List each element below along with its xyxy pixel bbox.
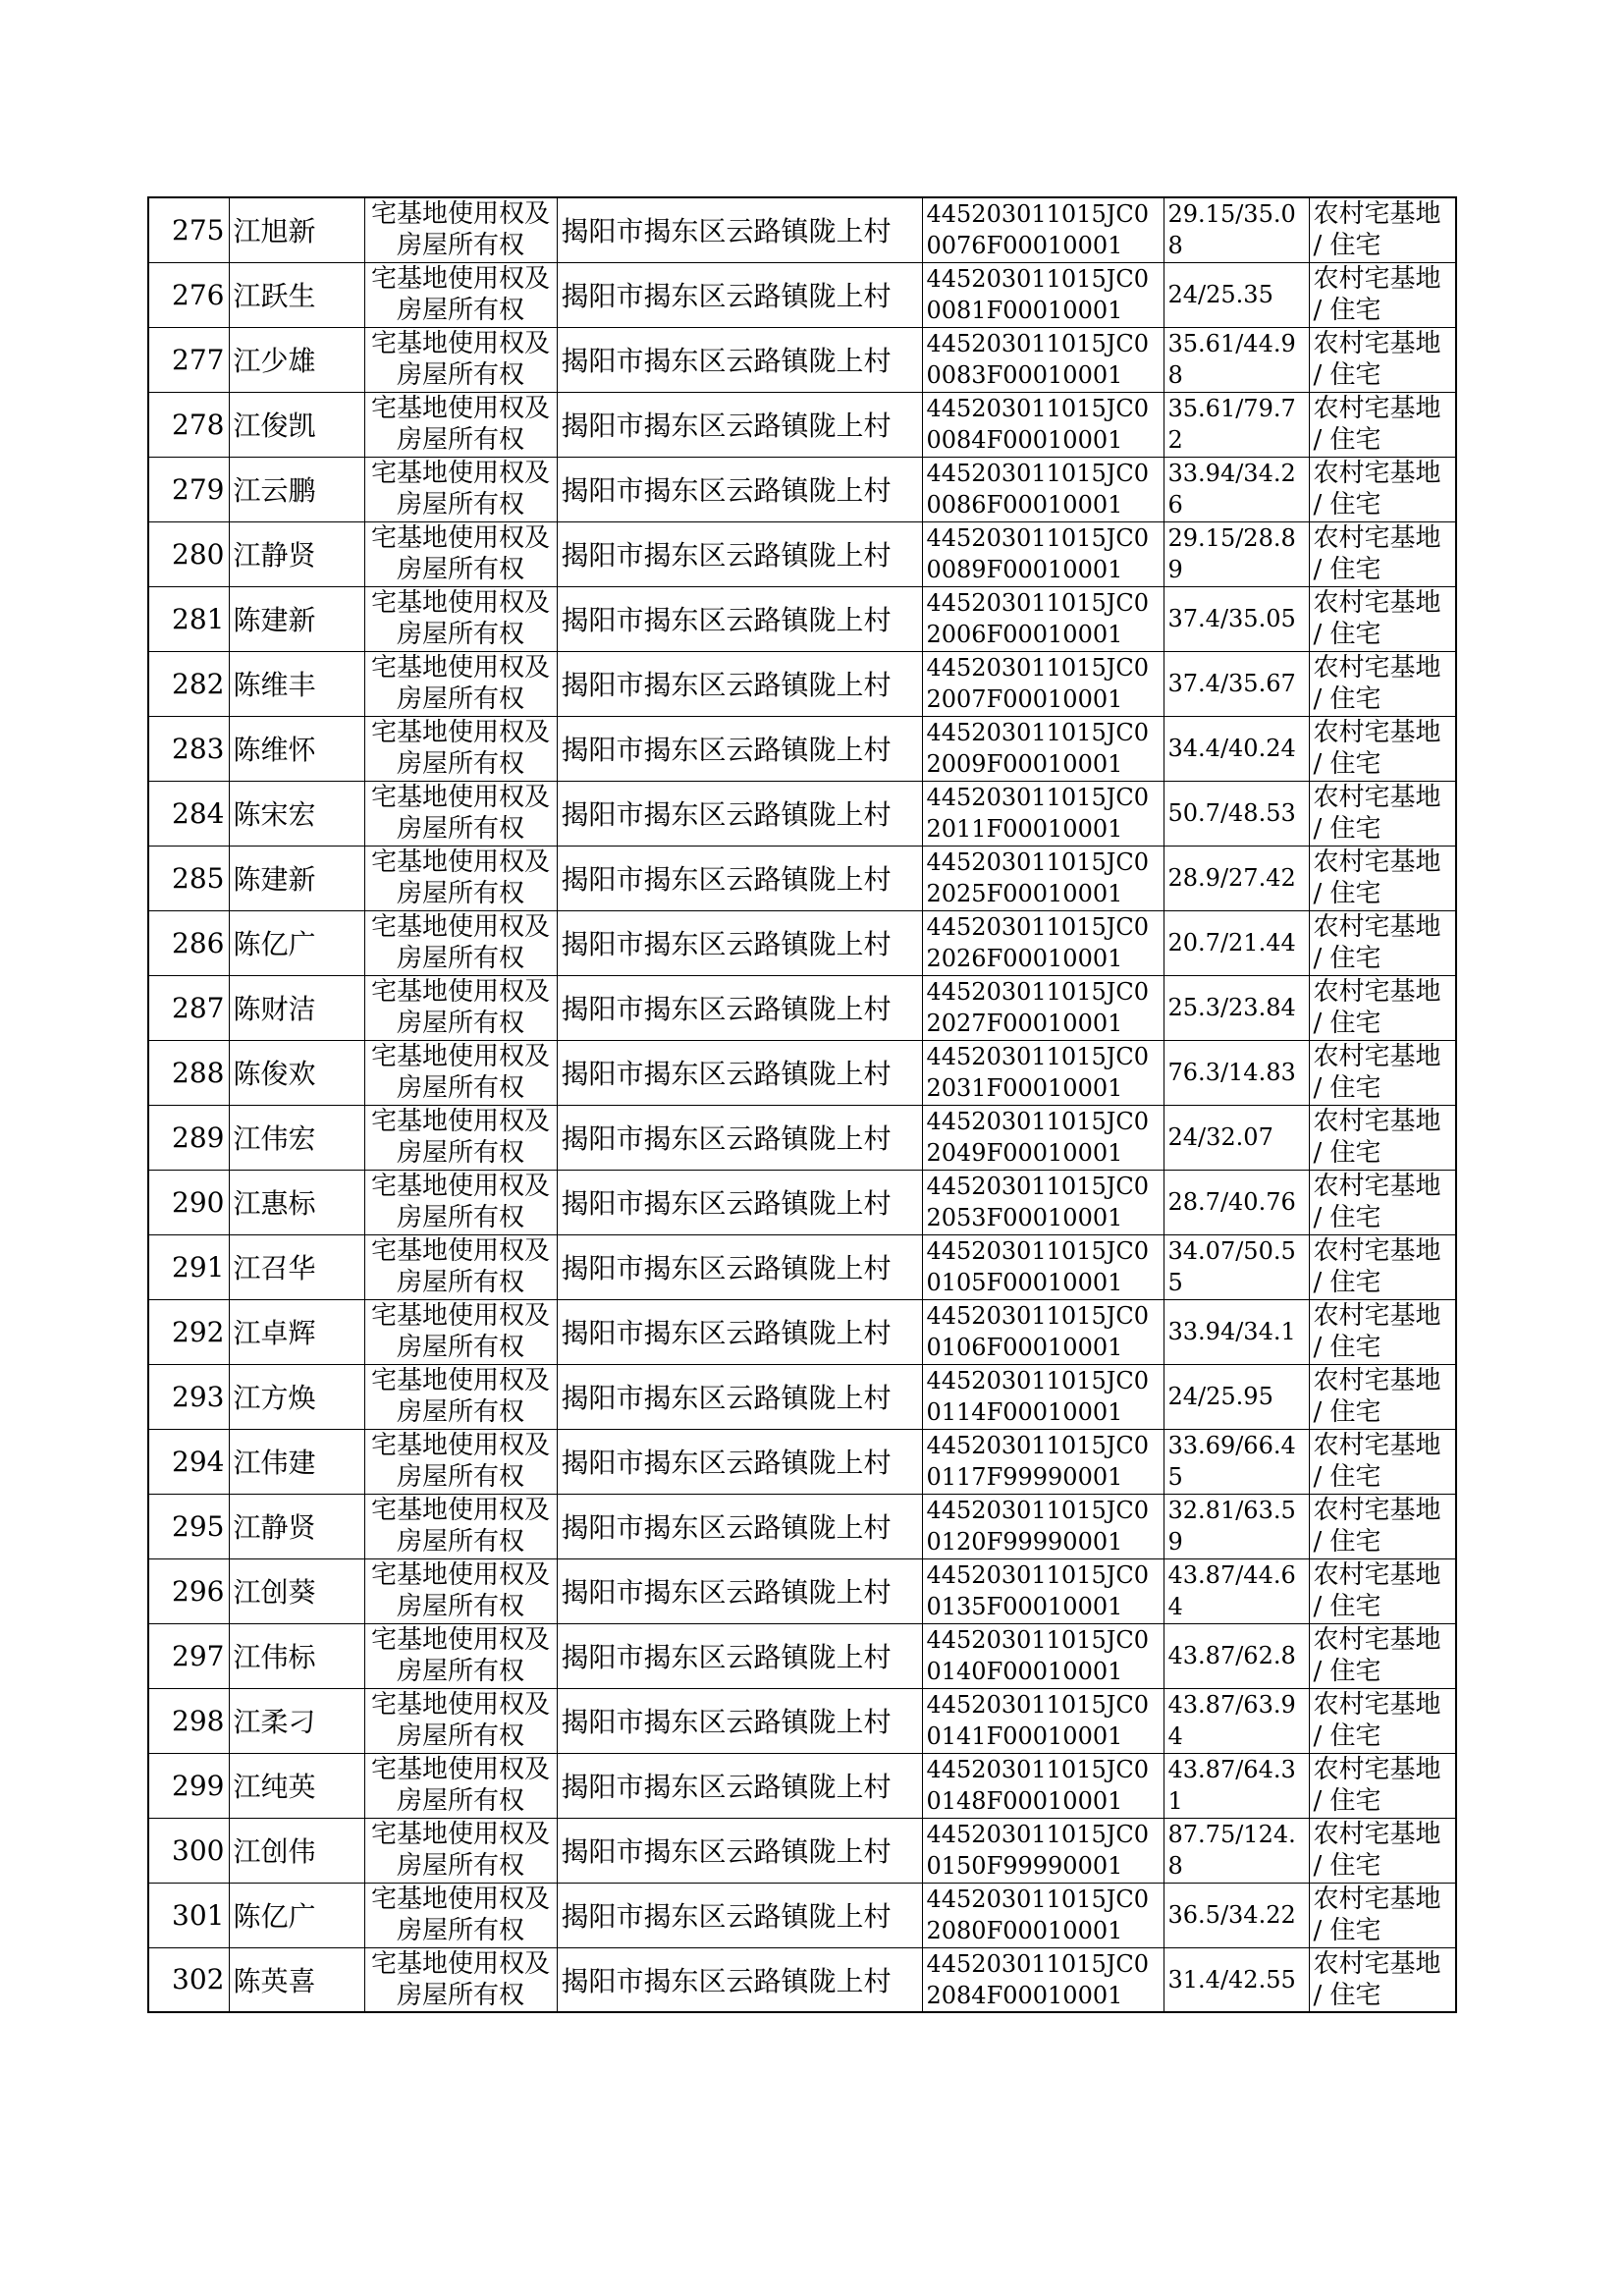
table-row [148, 1558, 1456, 1623]
table-row [148, 781, 1456, 846]
land-use-cell: 农村宅基地 / 住宅 [1309, 1299, 1456, 1364]
table-row [148, 975, 1456, 1040]
land-use-cell: 农村宅基地 / 住宅 [1309, 1429, 1456, 1494]
owner-name-cell: 陈英喜 [229, 1947, 364, 2012]
land-use-cell: 农村宅基地 / 住宅 [1309, 651, 1456, 716]
right-type-cell: 宅基地使用权及房屋所有权 [364, 1947, 557, 2012]
land-use-cell: 农村宅基地 / 住宅 [1309, 781, 1456, 846]
table-row [148, 651, 1456, 716]
owner-name-cell: 陈维怀 [229, 716, 364, 781]
right-type-cell: 宅基地使用权及房屋所有权 [364, 1494, 557, 1558]
land-use-cell: 农村宅基地 / 住宅 [1309, 1753, 1456, 1818]
property-address-cell: 揭阳市揭东区云路镇陇上村 [557, 1558, 922, 1623]
property-address-cell: 揭阳市揭东区云路镇陇上村 [557, 457, 922, 521]
table-row [148, 1688, 1456, 1753]
right-type-cell: 宅基地使用权及房屋所有权 [364, 1883, 557, 1947]
owner-name-cell: 江创伟 [229, 1818, 364, 1883]
unit-code-cell: 445203011015JC00117F99990001 [922, 1429, 1164, 1494]
area-value-cell: 28.9/27.42 [1164, 846, 1309, 910]
unit-code-cell: 445203011015JC02053F00010001 [922, 1170, 1164, 1234]
land-use-cell: 农村宅基地 / 住宅 [1309, 327, 1456, 392]
row-number-cell: 290 [148, 1170, 229, 1234]
unit-code-cell: 445203011015JC00140F00010001 [922, 1623, 1164, 1688]
table-row [148, 1494, 1456, 1558]
registration-table [147, 196, 1457, 2013]
area-value-cell: 34.4/40.24 [1164, 716, 1309, 781]
table-row [148, 1364, 1456, 1429]
unit-code-cell: 445203011015JC02006F00010001 [922, 586, 1164, 651]
table-row [148, 910, 1456, 975]
right-type-cell: 宅基地使用权及房屋所有权 [364, 1234, 557, 1299]
row-number-cell: 294 [148, 1429, 229, 1494]
land-use-cell: 农村宅基地 / 住宅 [1309, 1040, 1456, 1105]
land-use-cell: 农村宅基地 / 住宅 [1309, 1818, 1456, 1883]
area-value-cell: 87.75/124.8 [1164, 1818, 1309, 1883]
property-address-cell: 揭阳市揭东区云路镇陇上村 [557, 586, 922, 651]
property-address-cell: 揭阳市揭东区云路镇陇上村 [557, 1818, 922, 1883]
table-row [148, 1234, 1456, 1299]
table-row [148, 521, 1456, 586]
area-value-cell: 43.87/64.31 [1164, 1753, 1309, 1818]
property-address-cell: 揭阳市揭东区云路镇陇上村 [557, 910, 922, 975]
row-number-cell: 299 [148, 1753, 229, 1818]
right-type-cell: 宅基地使用权及房屋所有权 [364, 716, 557, 781]
area-value-cell: 43.87/44.64 [1164, 1558, 1309, 1623]
property-address-cell: 揭阳市揭东区云路镇陇上村 [557, 327, 922, 392]
area-value-cell: 24/25.35 [1164, 262, 1309, 327]
right-type-cell: 宅基地使用权及房屋所有权 [364, 1105, 557, 1170]
area-value-cell: 33.94/34.1 [1164, 1299, 1309, 1364]
property-address-cell: 揭阳市揭东区云路镇陇上村 [557, 651, 922, 716]
owner-name-cell: 江静贤 [229, 1494, 364, 1558]
unit-code-cell: 445203011015JC02049F00010001 [922, 1105, 1164, 1170]
unit-code-cell: 445203011015JC02026F00010001 [922, 910, 1164, 975]
row-number-cell: 295 [148, 1494, 229, 1558]
area-value-cell: 24/32.07 [1164, 1105, 1309, 1170]
area-value-cell: 43.87/63.94 [1164, 1688, 1309, 1753]
right-type-cell: 宅基地使用权及房屋所有权 [364, 1623, 557, 1688]
right-type-cell: 宅基地使用权及房屋所有权 [364, 975, 557, 1040]
property-address-cell: 揭阳市揭东区云路镇陇上村 [557, 197, 922, 262]
table-row [148, 262, 1456, 327]
row-number-cell: 300 [148, 1818, 229, 1883]
right-type-cell: 宅基地使用权及房屋所有权 [364, 1753, 557, 1818]
area-value-cell: 25.3/23.84 [1164, 975, 1309, 1040]
owner-name-cell: 江静贤 [229, 521, 364, 586]
right-type-cell: 宅基地使用权及房屋所有权 [364, 586, 557, 651]
unit-code-cell: 445203011015JC00148F00010001 [922, 1753, 1164, 1818]
property-address-cell: 揭阳市揭东区云路镇陇上村 [557, 1947, 922, 2012]
table-row [148, 586, 1456, 651]
owner-name-cell: 江卓辉 [229, 1299, 364, 1364]
owner-name-cell: 江旭新 [229, 197, 364, 262]
row-number-cell: 278 [148, 392, 229, 457]
right-type-cell: 宅基地使用权及房屋所有权 [364, 910, 557, 975]
owner-name-cell: 陈建新 [229, 586, 364, 651]
property-address-cell: 揭阳市揭东区云路镇陇上村 [557, 1494, 922, 1558]
table-row [148, 1623, 1456, 1688]
property-address-cell: 揭阳市揭东区云路镇陇上村 [557, 1883, 922, 1947]
area-value-cell: 35.61/79.72 [1164, 392, 1309, 457]
unit-code-cell: 445203011015JC00084F00010001 [922, 392, 1164, 457]
property-address-cell: 揭阳市揭东区云路镇陇上村 [557, 1170, 922, 1234]
owner-name-cell: 江纯英 [229, 1753, 364, 1818]
unit-code-cell: 445203011015JC02007F00010001 [922, 651, 1164, 716]
land-use-cell: 农村宅基地 / 住宅 [1309, 197, 1456, 262]
land-use-cell: 农村宅基地 / 住宅 [1309, 1364, 1456, 1429]
property-address-cell: 揭阳市揭东区云路镇陇上村 [557, 1364, 922, 1429]
table-row [148, 1429, 1456, 1494]
table-row [148, 392, 1456, 457]
right-type-cell: 宅基地使用权及房屋所有权 [364, 1299, 557, 1364]
property-address-cell: 揭阳市揭东区云路镇陇上村 [557, 392, 922, 457]
owner-name-cell: 江俊凯 [229, 392, 364, 457]
owner-name-cell: 陈建新 [229, 846, 364, 910]
unit-code-cell: 445203011015JC00081F00010001 [922, 262, 1164, 327]
right-type-cell: 宅基地使用权及房屋所有权 [364, 1558, 557, 1623]
unit-code-cell: 445203011015JC00141F00010001 [922, 1688, 1164, 1753]
unit-code-cell: 445203011015JC00114F00010001 [922, 1364, 1164, 1429]
owner-name-cell: 江伟建 [229, 1429, 364, 1494]
owner-name-cell: 陈亿广 [229, 1883, 364, 1947]
property-address-cell: 揭阳市揭东区云路镇陇上村 [557, 1234, 922, 1299]
land-use-cell: 农村宅基地 / 住宅 [1309, 1947, 1456, 2012]
owner-name-cell: 江少雄 [229, 327, 364, 392]
land-use-cell: 农村宅基地 / 住宅 [1309, 1883, 1456, 1947]
property-address-cell: 揭阳市揭东区云路镇陇上村 [557, 975, 922, 1040]
area-value-cell: 35.61/44.98 [1164, 327, 1309, 392]
right-type-cell: 宅基地使用权及房屋所有权 [364, 327, 557, 392]
right-type-cell: 宅基地使用权及房屋所有权 [364, 846, 557, 910]
property-address-cell: 揭阳市揭东区云路镇陇上村 [557, 1040, 922, 1105]
unit-code-cell: 445203011015JC00083F00010001 [922, 327, 1164, 392]
area-value-cell: 31.4/42.55 [1164, 1947, 1309, 2012]
right-type-cell: 宅基地使用权及房屋所有权 [364, 651, 557, 716]
land-use-cell: 农村宅基地 / 住宅 [1309, 1688, 1456, 1753]
area-value-cell: 43.87/62.8 [1164, 1623, 1309, 1688]
owner-name-cell: 陈财洁 [229, 975, 364, 1040]
unit-code-cell: 445203011015JC02025F00010001 [922, 846, 1164, 910]
owner-name-cell: 陈维丰 [229, 651, 364, 716]
land-use-cell: 农村宅基地 / 住宅 [1309, 1105, 1456, 1170]
property-address-cell: 揭阳市揭东区云路镇陇上村 [557, 781, 922, 846]
right-type-cell: 宅基地使用权及房屋所有权 [364, 781, 557, 846]
row-number-cell: 291 [148, 1234, 229, 1299]
area-value-cell: 33.94/34.26 [1164, 457, 1309, 521]
owner-name-cell: 江柔刁 [229, 1688, 364, 1753]
property-address-cell: 揭阳市揭东区云路镇陇上村 [557, 716, 922, 781]
property-address-cell: 揭阳市揭东区云路镇陇上村 [557, 1688, 922, 1753]
land-use-cell: 农村宅基地 / 住宅 [1309, 1623, 1456, 1688]
row-number-cell: 276 [148, 262, 229, 327]
owner-name-cell: 江跃生 [229, 262, 364, 327]
row-number-cell: 289 [148, 1105, 229, 1170]
land-use-cell: 农村宅基地 / 住宅 [1309, 1558, 1456, 1623]
unit-code-cell: 445203011015JC00089F00010001 [922, 521, 1164, 586]
owner-name-cell: 江方焕 [229, 1364, 364, 1429]
row-number-cell: 292 [148, 1299, 229, 1364]
land-use-cell: 农村宅基地 / 住宅 [1309, 262, 1456, 327]
owner-name-cell: 江创葵 [229, 1558, 364, 1623]
table-row [148, 1299, 1456, 1364]
table-row [148, 1818, 1456, 1883]
unit-code-cell: 445203011015JC00076F00010001 [922, 197, 1164, 262]
area-value-cell: 32.81/63.59 [1164, 1494, 1309, 1558]
row-number-cell: 287 [148, 975, 229, 1040]
right-type-cell: 宅基地使用权及房屋所有权 [364, 392, 557, 457]
unit-code-cell: 445203011015JC00120F99990001 [922, 1494, 1164, 1558]
right-type-cell: 宅基地使用权及房屋所有权 [364, 1688, 557, 1753]
area-value-cell: 20.7/21.44 [1164, 910, 1309, 975]
land-use-cell: 农村宅基地 / 住宅 [1309, 521, 1456, 586]
row-number-cell: 285 [148, 846, 229, 910]
unit-code-cell: 445203011015JC02084F00010001 [922, 1947, 1164, 2012]
area-value-cell: 28.7/40.76 [1164, 1170, 1309, 1234]
land-use-cell: 农村宅基地 / 住宅 [1309, 975, 1456, 1040]
area-value-cell: 36.5/34.22 [1164, 1883, 1309, 1947]
area-value-cell: 37.4/35.05 [1164, 586, 1309, 651]
property-address-cell: 揭阳市揭东区云路镇陇上村 [557, 1429, 922, 1494]
land-use-cell: 农村宅基地 / 住宅 [1309, 457, 1456, 521]
unit-code-cell: 445203011015JC02080F00010001 [922, 1883, 1164, 1947]
table-row [148, 1947, 1456, 2012]
unit-code-cell: 445203011015JC00086F00010001 [922, 457, 1164, 521]
row-number-cell: 293 [148, 1364, 229, 1429]
table-row [148, 1753, 1456, 1818]
row-number-cell: 280 [148, 521, 229, 586]
table-row [148, 1170, 1456, 1234]
row-number-cell: 288 [148, 1040, 229, 1105]
table-row [148, 197, 1456, 262]
unit-code-cell: 445203011015JC02009F00010001 [922, 716, 1164, 781]
row-number-cell: 298 [148, 1688, 229, 1753]
owner-name-cell: 江召华 [229, 1234, 364, 1299]
owner-name-cell: 陈亿广 [229, 910, 364, 975]
right-type-cell: 宅基地使用权及房屋所有权 [364, 1364, 557, 1429]
right-type-cell: 宅基地使用权及房屋所有权 [364, 1040, 557, 1105]
land-use-cell: 农村宅基地 / 住宅 [1309, 716, 1456, 781]
area-value-cell: 76.3/14.83 [1164, 1040, 1309, 1105]
row-number-cell: 282 [148, 651, 229, 716]
row-number-cell: 277 [148, 327, 229, 392]
area-value-cell: 24/25.95 [1164, 1364, 1309, 1429]
row-number-cell: 281 [148, 586, 229, 651]
owner-name-cell: 陈宋宏 [229, 781, 364, 846]
area-value-cell: 33.69/66.45 [1164, 1429, 1309, 1494]
land-use-cell: 农村宅基地 / 住宅 [1309, 1494, 1456, 1558]
area-value-cell: 29.15/28.89 [1164, 521, 1309, 586]
table-row [148, 457, 1456, 521]
area-value-cell: 37.4/35.67 [1164, 651, 1309, 716]
unit-code-cell: 445203011015JC02027F00010001 [922, 975, 1164, 1040]
row-number-cell: 279 [148, 457, 229, 521]
owner-name-cell: 江惠标 [229, 1170, 364, 1234]
unit-code-cell: 445203011015JC00105F00010001 [922, 1234, 1164, 1299]
property-address-cell: 揭阳市揭东区云路镇陇上村 [557, 262, 922, 327]
unit-code-cell: 445203011015JC00106F00010001 [922, 1299, 1164, 1364]
land-use-cell: 农村宅基地 / 住宅 [1309, 846, 1456, 910]
owner-name-cell: 江云鹏 [229, 457, 364, 521]
table-row [148, 1040, 1456, 1105]
property-address-cell: 揭阳市揭东区云路镇陇上村 [557, 1753, 922, 1818]
land-use-cell: 农村宅基地 / 住宅 [1309, 910, 1456, 975]
right-type-cell: 宅基地使用权及房屋所有权 [364, 197, 557, 262]
row-number-cell: 297 [148, 1623, 229, 1688]
row-number-cell: 286 [148, 910, 229, 975]
area-value-cell: 29.15/35.08 [1164, 197, 1309, 262]
row-number-cell: 302 [148, 1947, 229, 2012]
right-type-cell: 宅基地使用权及房屋所有权 [364, 1818, 557, 1883]
area-value-cell: 50.7/48.53 [1164, 781, 1309, 846]
unit-code-cell: 445203011015JC02011F00010001 [922, 781, 1164, 846]
right-type-cell: 宅基地使用权及房屋所有权 [364, 1170, 557, 1234]
owner-name-cell: 江伟标 [229, 1623, 364, 1688]
unit-code-cell: 445203011015JC00150F99990001 [922, 1818, 1164, 1883]
right-type-cell: 宅基地使用权及房屋所有权 [364, 1429, 557, 1494]
table-row [148, 327, 1456, 392]
right-type-cell: 宅基地使用权及房屋所有权 [364, 457, 557, 521]
row-number-cell: 301 [148, 1883, 229, 1947]
table-row [148, 716, 1456, 781]
row-number-cell: 275 [148, 197, 229, 262]
row-number-cell: 284 [148, 781, 229, 846]
table-row [148, 1883, 1456, 1947]
land-use-cell: 农村宅基地 / 住宅 [1309, 1170, 1456, 1234]
owner-name-cell: 陈俊欢 [229, 1040, 364, 1105]
right-type-cell: 宅基地使用权及房屋所有权 [364, 521, 557, 586]
unit-code-cell: 445203011015JC02031F00010001 [922, 1040, 1164, 1105]
table-row [148, 846, 1456, 910]
owner-name-cell: 江伟宏 [229, 1105, 364, 1170]
row-number-cell: 296 [148, 1558, 229, 1623]
property-address-cell: 揭阳市揭东区云路镇陇上村 [557, 1623, 922, 1688]
row-number-cell: 283 [148, 716, 229, 781]
land-use-cell: 农村宅基地 / 住宅 [1309, 1234, 1456, 1299]
property-address-cell: 揭阳市揭东区云路镇陇上村 [557, 1299, 922, 1364]
unit-code-cell: 445203011015JC00135F00010001 [922, 1558, 1164, 1623]
right-type-cell: 宅基地使用权及房屋所有权 [364, 262, 557, 327]
property-address-cell: 揭阳市揭东区云路镇陇上村 [557, 521, 922, 586]
table-row [148, 1105, 1456, 1170]
land-use-cell: 农村宅基地 / 住宅 [1309, 392, 1456, 457]
property-address-cell: 揭阳市揭东区云路镇陇上村 [557, 846, 922, 910]
land-use-cell: 农村宅基地 / 住宅 [1309, 586, 1456, 651]
property-address-cell: 揭阳市揭东区云路镇陇上村 [557, 1105, 922, 1170]
area-value-cell: 34.07/50.55 [1164, 1234, 1309, 1299]
